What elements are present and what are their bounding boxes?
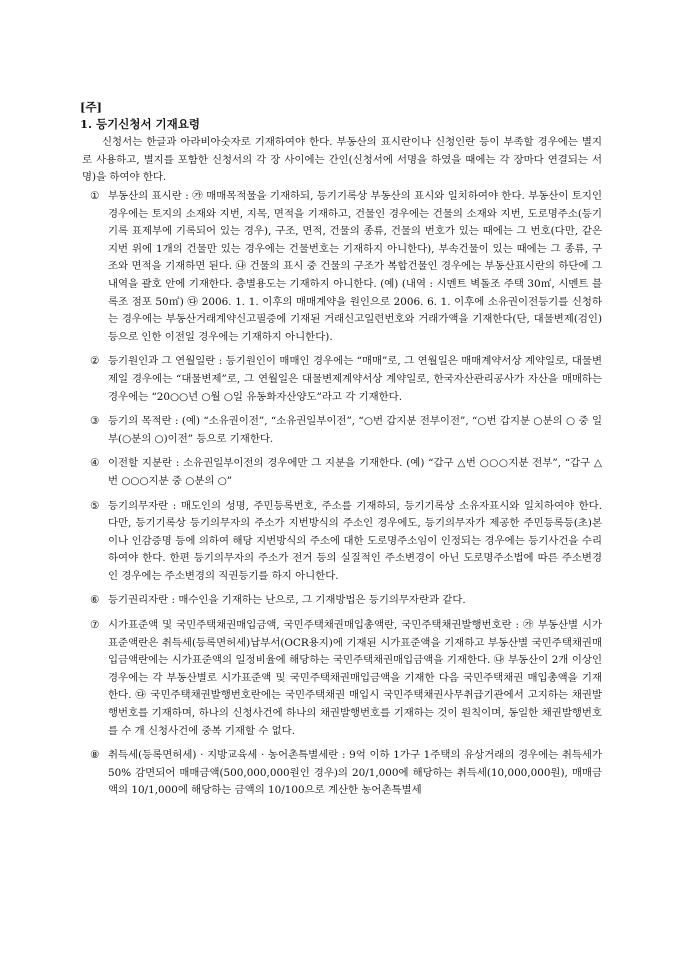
- intro-paragraph: 신청서는 한글과 아라비아숫자로 기재하여야 한다. 부동산의 표시란이나 신청인란 등이 부족할 경우에는 별지로 사용하고, 별지를 포함한 신청서의 각 장 사이에는 간인(신청서에 서명을 하였을 때에는 각 장마다 연결되는 서명)을 하여야 한다.: [82, 136, 602, 184]
- item-number: ②: [90, 355, 100, 368]
- list-item: [90, 592, 602, 610]
- note-header: [주]: [80, 100, 102, 114]
- item-text: 취득세(등록면허세) · 지방교육세 · 농어촌특별세란 : 9억 이하 1가구 1주택의 유상거래의 경우에는 취득세가 50% 감면되어 매매금액(500,000,000원인 경우)의 20/1,000에 해당하는 취득세(10,000,000원), 매매금액의 10/1,000에 해당하는 금액의 10/100으로 계산한 농어촌특별세: [108, 749, 602, 797]
- item-number: ⑧: [90, 749, 100, 762]
- instruction-list: [90, 188, 602, 807]
- list-item: [90, 498, 602, 586]
- list-item: [90, 455, 602, 490]
- item-text: 등기원인과 그 연월일란 : 등기원인이 매매인 경우에는 “매매”로, 그 연월일은 매매계약서상 계약일로, 대물변제일 경우에는 “대물변제”로, 그 연월일은 대물변제계약서상 계약일로, 한국자산관리공사가 자산을 매매하는 경우에는 “20○○년 ○월 ○일 유동화자산양도”라고 각 기재한다.: [108, 355, 602, 403]
- item-number: ⑦: [90, 619, 100, 632]
- item-number: ⑥: [90, 594, 100, 607]
- item-text: 시가표준액 및 국민주택채권매입금액, 국민주택채권매입총액란, 국민주택채권발행번호란 : ㉮ 부동산별 시가표준액란은 취득세(등록면허세)납부서(OCR용지)에 기재된 시가표준액을 기재하고 부동산별 국민주택채권매입금액란에는 시가표준액의 일정비율에 해당하는 국민주택채권매입금액을 기재한다. ㉯ 부동산이 2개 이상인 경우에는 각 부동산별로 시가표준액 및 국민주택채권매입금액을 기재한 다음 국민주택채권 매입총액을 기재한다. ㉰ 국민주택채권발행번호란에는 국민주택채권 매입시 국민주택채권사무취급기관에서 고지하는 채권발행번호를 기재하며, 하나의 신청사건에 하나의 채권발행번호를 기재하는 것이 원칙이며, 동일한 채권발행번호를 수 개 신청사건에 중복 기재할 수 없다.: [108, 619, 602, 737]
- section-title: 1. 등기신청서 기재요령: [80, 117, 200, 131]
- item-text: 등기의무자란 : 매도인의 성명, 주민등록번호, 주소를 기재하되, 등기기록상 소유자표시와 일치하여야 한다. 다만, 등기기록상 등기의무자의 주소가 지번방식의 주소인 경우에도, 등기의무자가 제공한 주민등록등(초)본이나 인감증명 등에 의하여 해당 지번방식의 주소에 대한 도로명주소임이 인정되는 경우에는 등기사건을 수리하여야 한다. 한편 등기의무자의 주소가 전거 등의 실질적인 주소변경이 아닌 도로명주소법에 따른 주소변경인 경우에는 주소변경의 직권등기를 하지 아니한다.: [108, 499, 602, 582]
- item-number: ①: [90, 190, 100, 202]
- item-text: 이전할 지분란 : 소유권일부이전의 경우에만 그 지분을 기재한다. (예) “갑구 △번 ○○○지분 전부”, “갑구 △번 ○○○지분 중 ○분의 ○”: [108, 457, 602, 487]
- list-item: [90, 353, 602, 406]
- list-item: [90, 747, 602, 800]
- item-number: ④: [90, 457, 100, 470]
- item-text: 부동산의 표시란 : ㉮ 매매목적물을 기재하되, 등기기록상 부동산의 표시와 일치하여야 한다. 부동산이 토지인 경우에는 토지의 소재와 지번, 지목, 면적을 기재하고, 건물인 경우에는 건물의 소재와 지번, 도로명주소(등기기록 표제부에 기록되어 있는 경우), 구조, 면적, 건물의 종류, 건물의 번호가 있는 때에는 그 번호(다만, 같은 지번 위에 1개의 건물만 있는 경우에는 건물번호는 기재하지 아니한다), 부속건물이 있는 때에는 그 종류, 구조와 면적을 기재하면 된다. ㉯ 건물의 표시 중 건물의 구조가 복합건물인 경우에는 부동산표시란의 하단에 그 내역을 괄호 안에 기재한다. 층별용도는 기재하지 아니한다. (예) (내역 : 시멘트 벽돌조 주택 30㎡, 시멘트 블록조 점포 50㎡) ㉰ 2006. 1. 1. 이후의 매매계약을 원인으로 2006. 6. 1. 이후에 소유권이전등기를 신청하는 경우에는 부동산거래계약신고필증에 기재된 거래신고일련번호와 거래가액을 기재한다(단, 대물변제(검인) 등으로 인한 이전일 경우에는 기재하지 아니한다).: [108, 190, 602, 343]
- list-item: [90, 413, 602, 448]
- item-number: ③: [90, 415, 100, 428]
- item-text: 등기권리자란 : 매수인을 기재하는 난으로, 그 기재방법은 등기의무자란과 같다.: [108, 594, 466, 607]
- item-number: ⑤: [90, 499, 100, 512]
- item-text: 등기의 목적란 : (예) “소유권이전”, “소유권일부이전”, “○번 갑지분 전부이전”, “○번 갑지분 ○분의 ○ 중 일부(○분의 ○)이전” 등으로 기재한다.: [108, 415, 602, 445]
- list-item: [90, 617, 602, 740]
- list-item: [90, 188, 602, 346]
